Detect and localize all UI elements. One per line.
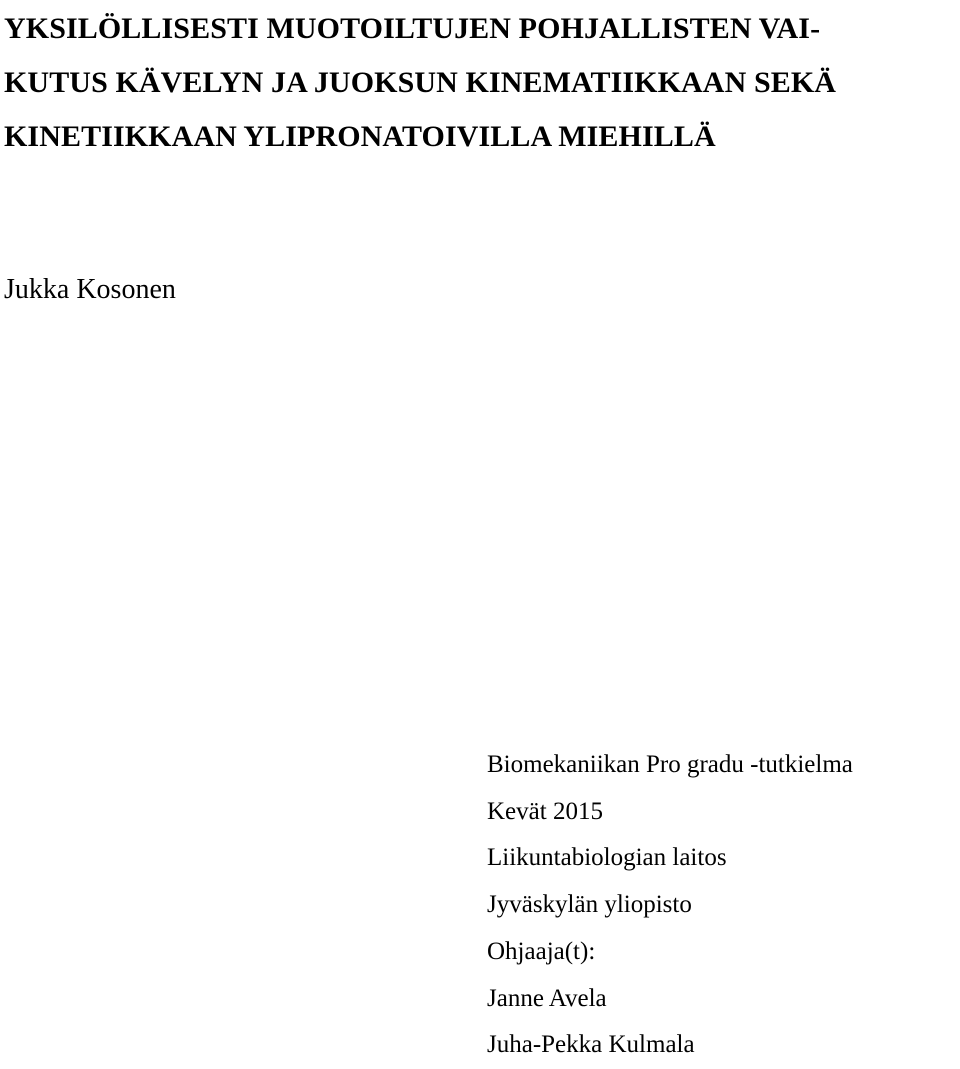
thesis-term: Kevät 2015 (487, 797, 603, 825)
thesis-title (4, 2, 960, 164)
supervisor-1: Janne Avela (487, 984, 607, 1012)
department: Liikuntabiologian laitos (487, 844, 727, 872)
thesis-meta (487, 742, 957, 1069)
title-line-3: KINETIIKKAAN YLIPRONATOIVILLA MIEHILLÄ (4, 120, 716, 153)
supervisors-label: Ohjaaja(t): (487, 937, 596, 965)
university: Jyväskylän yliopisto (487, 891, 692, 919)
title-line-1: YKSILÖLLISESTI MUOTOILTUJEN POHJALLISTEN VAI- (4, 12, 821, 45)
supervisor-2: Juha-Pekka Kulmala (487, 1031, 695, 1059)
author-name: Jukka Kosonen (4, 274, 176, 305)
title-line-2: KUTUS KÄVELYN JA JUOKSUN KINEMATIIKKAAN SEKÄ (4, 66, 837, 99)
thesis-type: Biomekaniikan Pro gradu -tutkielma (487, 751, 853, 778)
